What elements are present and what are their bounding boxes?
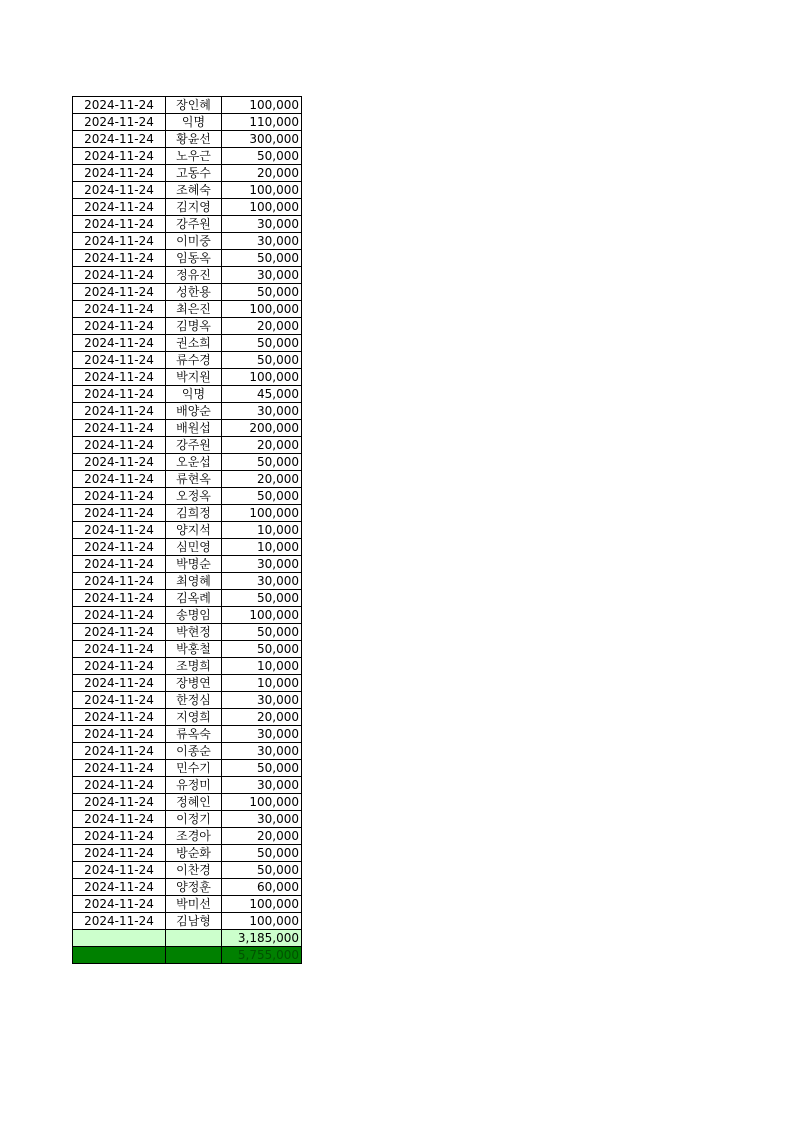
table-row (73, 301, 302, 318)
date-cell: 2024-11-24 (73, 505, 166, 522)
name-cell: 양지석 (166, 522, 222, 539)
name-cell: 최영혜 (166, 573, 222, 590)
amount-cell: 20,000 (222, 828, 302, 845)
amount-cell: 10,000 (222, 675, 302, 692)
amount-cell: 30,000 (222, 403, 302, 420)
amount-cell: 100,000 (222, 794, 302, 811)
amount-cell: 50,000 (222, 284, 302, 301)
date-cell: 2024-11-24 (73, 913, 166, 930)
table-row (73, 97, 302, 114)
table-row (73, 794, 302, 811)
date-cell: 2024-11-24 (73, 216, 166, 233)
date-cell: 2024-11-24 (73, 675, 166, 692)
table-row (73, 199, 302, 216)
table-row (73, 641, 302, 658)
date-cell: 2024-11-24 (73, 726, 166, 743)
date-cell: 2024-11-24 (73, 658, 166, 675)
date-cell: 2024-11-24 (73, 709, 166, 726)
date-cell: 2024-11-24 (73, 352, 166, 369)
amount-cell: 100,000 (222, 505, 302, 522)
name-cell: 조혜숙 (166, 182, 222, 199)
date-cell: 2024-11-24 (73, 420, 166, 437)
amount-cell: 30,000 (222, 726, 302, 743)
name-cell: 정유진 (166, 267, 222, 284)
amount-cell: 20,000 (222, 318, 302, 335)
table-row (73, 216, 302, 233)
table-row (73, 267, 302, 284)
amount-cell: 300,000 (222, 131, 302, 148)
name-cell: 정혜인 (166, 794, 222, 811)
name-cell: 익명 (166, 114, 222, 131)
table-row (73, 352, 302, 369)
amount-cell: 100,000 (222, 369, 302, 386)
table-row (73, 420, 302, 437)
name-cell: 조명희 (166, 658, 222, 675)
total-row (73, 947, 302, 964)
date-cell: 2024-11-24 (73, 403, 166, 420)
date-cell: 2024-11-24 (73, 165, 166, 182)
name-cell: 배양순 (166, 403, 222, 420)
amount-cell: 30,000 (222, 216, 302, 233)
date-cell: 2024-11-24 (73, 879, 166, 896)
date-cell: 2024-11-24 (73, 284, 166, 301)
amount-cell: 50,000 (222, 335, 302, 352)
amount-cell: 50,000 (222, 590, 302, 607)
date-cell: 2024-11-24 (73, 743, 166, 760)
date-cell: 2024-11-24 (73, 369, 166, 386)
date-cell: 2024-11-24 (73, 590, 166, 607)
date-cell: 2024-11-24 (73, 250, 166, 267)
table-row (73, 590, 302, 607)
name-cell: 박홍철 (166, 641, 222, 658)
table-row (73, 743, 302, 760)
date-cell: 2024-11-24 (73, 573, 166, 590)
amount-cell: 50,000 (222, 845, 302, 862)
date-cell: 2024-11-24 (73, 131, 166, 148)
name-cell: 방순화 (166, 845, 222, 862)
total-amount: 5,755,000 (222, 947, 302, 964)
date-cell: 2024-11-24 (73, 148, 166, 165)
amount-cell: 100,000 (222, 182, 302, 199)
date-cell: 2024-11-24 (73, 828, 166, 845)
date-cell: 2024-11-24 (73, 777, 166, 794)
date-cell: 2024-11-24 (73, 114, 166, 131)
donation-table-body (73, 97, 302, 930)
table-row (73, 726, 302, 743)
name-cell: 황윤선 (166, 131, 222, 148)
name-cell: 고동수 (166, 165, 222, 182)
table-row (73, 896, 302, 913)
date-cell: 2024-11-24 (73, 896, 166, 913)
amount-cell: 10,000 (222, 658, 302, 675)
table-row (73, 539, 302, 556)
date-cell: 2024-11-24 (73, 454, 166, 471)
date-cell: 2024-11-24 (73, 692, 166, 709)
table-row (73, 709, 302, 726)
table-row (73, 505, 302, 522)
amount-cell: 30,000 (222, 743, 302, 760)
table-row (73, 182, 302, 199)
name-cell: 송명임 (166, 607, 222, 624)
name-cell: 한정심 (166, 692, 222, 709)
amount-cell: 50,000 (222, 250, 302, 267)
amount-cell: 110,000 (222, 114, 302, 131)
amount-cell: 100,000 (222, 301, 302, 318)
table-row (73, 658, 302, 675)
table-row (73, 845, 302, 862)
table-row (73, 624, 302, 641)
name-cell: 오정옥 (166, 488, 222, 505)
table-row (73, 131, 302, 148)
name-cell: 최은진 (166, 301, 222, 318)
name-cell: 이종순 (166, 743, 222, 760)
date-cell: 2024-11-24 (73, 199, 166, 216)
date-cell: 2024-11-24 (73, 607, 166, 624)
date-cell: 2024-11-24 (73, 318, 166, 335)
table-row (73, 386, 302, 403)
table-row (73, 148, 302, 165)
subtotal-row (73, 930, 302, 947)
name-cell: 유정미 (166, 777, 222, 794)
date-cell: 2024-11-24 (73, 845, 166, 862)
amount-cell: 45,000 (222, 386, 302, 403)
name-cell: 양정훈 (166, 879, 222, 896)
amount-cell: 30,000 (222, 556, 302, 573)
amount-cell: 100,000 (222, 896, 302, 913)
name-cell: 조경아 (166, 828, 222, 845)
subtotal-date-cell (73, 930, 166, 947)
date-cell: 2024-11-24 (73, 760, 166, 777)
table-row (73, 165, 302, 182)
name-cell: 오운섭 (166, 454, 222, 471)
date-cell: 2024-11-24 (73, 471, 166, 488)
table-row (73, 522, 302, 539)
amount-cell: 30,000 (222, 777, 302, 794)
date-cell: 2024-11-24 (73, 335, 166, 352)
name-cell: 심민영 (166, 539, 222, 556)
date-cell: 2024-11-24 (73, 862, 166, 879)
name-cell: 류옥숙 (166, 726, 222, 743)
name-cell: 김명옥 (166, 318, 222, 335)
name-cell: 익명 (166, 386, 222, 403)
date-cell: 2024-11-24 (73, 97, 166, 114)
amount-cell: 50,000 (222, 641, 302, 658)
name-cell: 권소희 (166, 335, 222, 352)
table-row (73, 777, 302, 794)
date-cell: 2024-11-24 (73, 488, 166, 505)
donation-table (72, 96, 302, 964)
subtotal-amount: 3,185,000 (222, 930, 302, 947)
name-cell: 김지영 (166, 199, 222, 216)
name-cell: 김남형 (166, 913, 222, 930)
name-cell: 임동옥 (166, 250, 222, 267)
subtotal-name-cell (166, 930, 222, 947)
amount-cell: 100,000 (222, 607, 302, 624)
amount-cell: 50,000 (222, 352, 302, 369)
table-row (73, 607, 302, 624)
total-name-cell (166, 947, 222, 964)
table-row (73, 284, 302, 301)
name-cell: 김옥례 (166, 590, 222, 607)
name-cell: 장병연 (166, 675, 222, 692)
date-cell: 2024-11-24 (73, 437, 166, 454)
name-cell: 이정기 (166, 811, 222, 828)
name-cell: 노우근 (166, 148, 222, 165)
name-cell: 배원섭 (166, 420, 222, 437)
date-cell: 2024-11-24 (73, 386, 166, 403)
amount-cell: 20,000 (222, 437, 302, 454)
amount-cell: 30,000 (222, 267, 302, 284)
table-row (73, 556, 302, 573)
name-cell: 류현옥 (166, 471, 222, 488)
date-cell: 2024-11-24 (73, 624, 166, 641)
table-row (73, 369, 302, 386)
table-row (73, 913, 302, 930)
amount-cell: 50,000 (222, 454, 302, 471)
table-row (73, 692, 302, 709)
name-cell: 박명순 (166, 556, 222, 573)
name-cell: 이미중 (166, 233, 222, 250)
amount-cell: 100,000 (222, 913, 302, 930)
amount-cell: 30,000 (222, 692, 302, 709)
amount-cell: 60,000 (222, 879, 302, 896)
name-cell: 장인혜 (166, 97, 222, 114)
date-cell: 2024-11-24 (73, 522, 166, 539)
date-cell: 2024-11-24 (73, 556, 166, 573)
name-cell: 민수기 (166, 760, 222, 777)
date-cell: 2024-11-24 (73, 182, 166, 199)
table-row (73, 403, 302, 420)
amount-cell: 50,000 (222, 488, 302, 505)
amount-cell: 30,000 (222, 233, 302, 250)
amount-cell: 100,000 (222, 97, 302, 114)
name-cell: 김희정 (166, 505, 222, 522)
amount-cell: 30,000 (222, 573, 302, 590)
table-row (73, 760, 302, 777)
name-cell: 강주원 (166, 437, 222, 454)
amount-cell: 200,000 (222, 420, 302, 437)
date-cell: 2024-11-24 (73, 539, 166, 556)
table-row (73, 862, 302, 879)
name-cell: 류수경 (166, 352, 222, 369)
table-row (73, 454, 302, 471)
name-cell: 강주원 (166, 216, 222, 233)
amount-cell: 20,000 (222, 709, 302, 726)
name-cell: 박현정 (166, 624, 222, 641)
amount-cell: 50,000 (222, 862, 302, 879)
name-cell: 지영희 (166, 709, 222, 726)
date-cell: 2024-11-24 (73, 301, 166, 318)
amount-cell: 50,000 (222, 624, 302, 641)
table-row (73, 318, 302, 335)
amount-cell: 30,000 (222, 811, 302, 828)
name-cell: 이찬경 (166, 862, 222, 879)
table-row (73, 488, 302, 505)
table-row (73, 471, 302, 488)
name-cell: 박지원 (166, 369, 222, 386)
amount-cell: 50,000 (222, 760, 302, 777)
date-cell: 2024-11-24 (73, 233, 166, 250)
amount-cell: 20,000 (222, 471, 302, 488)
date-cell: 2024-11-24 (73, 267, 166, 284)
table-row (73, 114, 302, 131)
amount-cell: 10,000 (222, 539, 302, 556)
name-cell: 성한용 (166, 284, 222, 301)
table-row (73, 335, 302, 352)
amount-cell: 20,000 (222, 165, 302, 182)
date-cell: 2024-11-24 (73, 641, 166, 658)
date-cell: 2024-11-24 (73, 794, 166, 811)
table-row (73, 811, 302, 828)
date-cell: 2024-11-24 (73, 811, 166, 828)
table-row (73, 828, 302, 845)
total-date-cell (73, 947, 166, 964)
table-row (73, 675, 302, 692)
table-row (73, 879, 302, 896)
table-row (73, 250, 302, 267)
table-row (73, 437, 302, 454)
table-row (73, 573, 302, 590)
amount-cell: 50,000 (222, 148, 302, 165)
table-row (73, 233, 302, 250)
amount-cell: 100,000 (222, 199, 302, 216)
amount-cell: 10,000 (222, 522, 302, 539)
name-cell: 박미선 (166, 896, 222, 913)
